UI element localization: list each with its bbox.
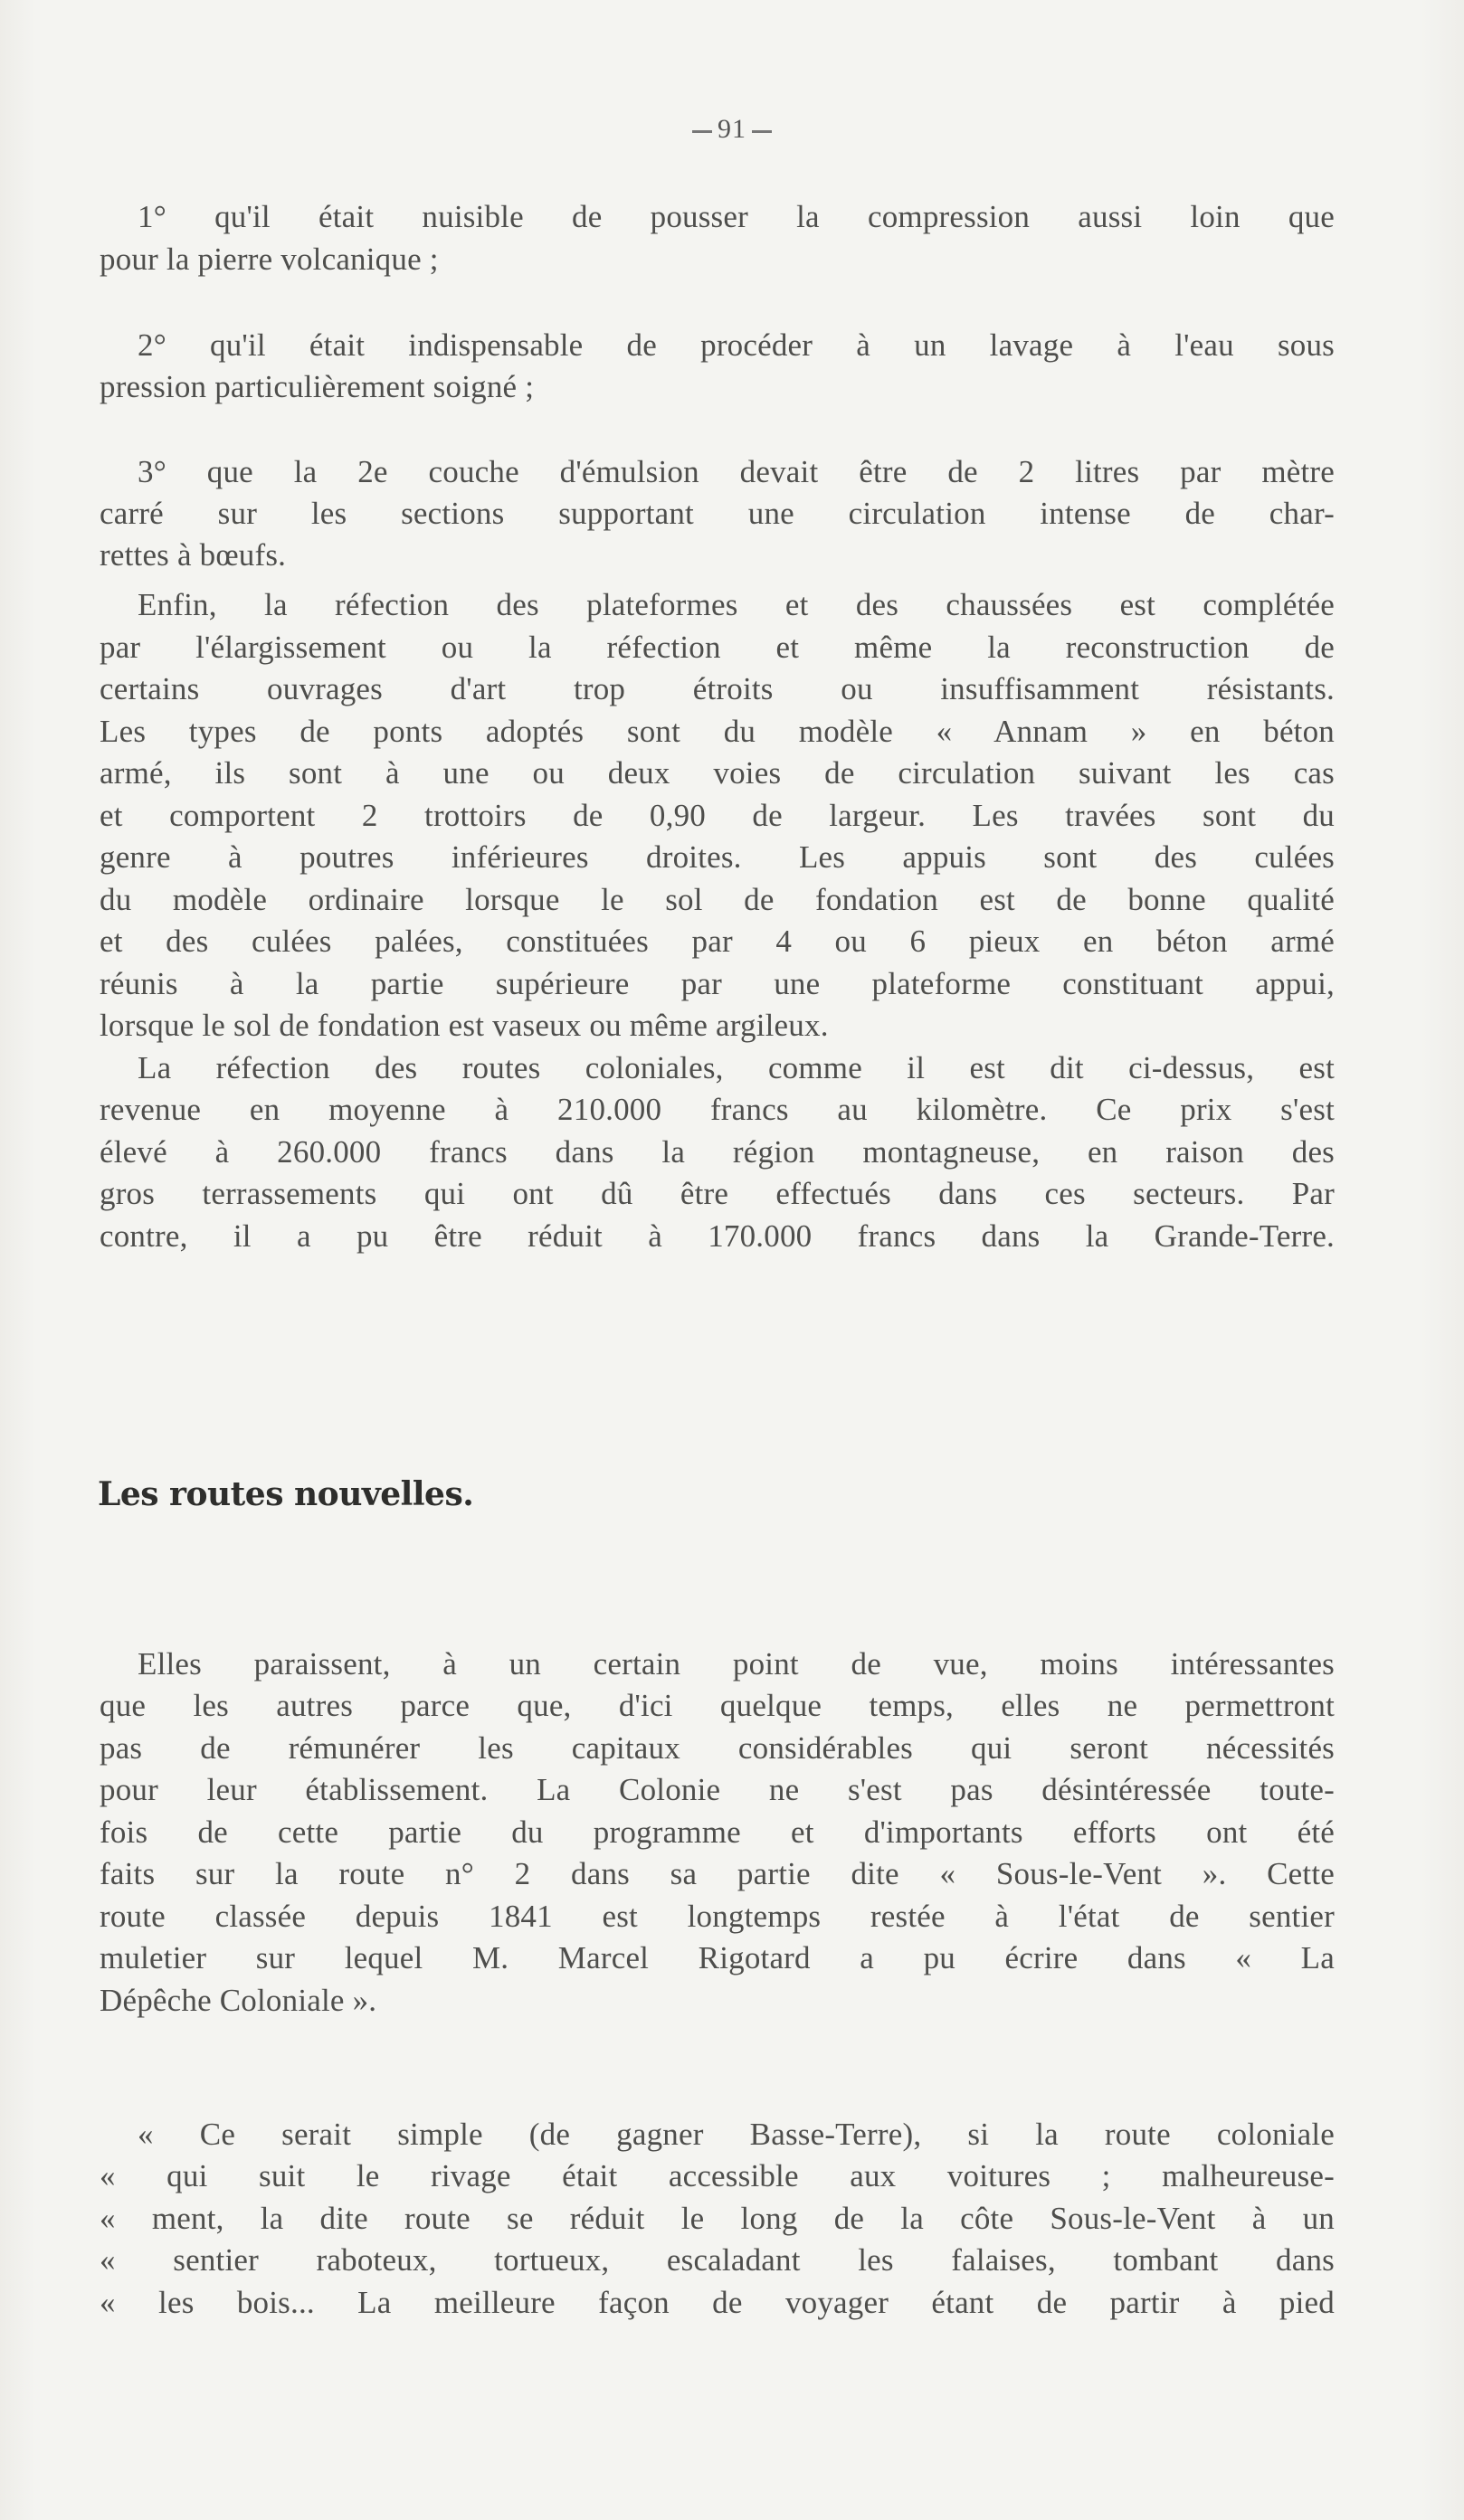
paragraph-line: armé, ils sont à une ou deux voies de circulation suivant les cas bbox=[100, 755, 1335, 791]
section-heading: Les routes nouvelles. bbox=[98, 1475, 474, 1513]
paragraph-line: lorsque le sol de fondation est vaseux ou même argileux. bbox=[100, 1008, 829, 1043]
paragraph-line: Enfin, la réfection des plateformes et des chaussées est complétée bbox=[138, 587, 1335, 622]
paragraph-line: par l'élargissement ou la réfection et même la reconstruction de bbox=[100, 630, 1335, 665]
paragraph-line: fois de cette partie du programme et d'importants efforts ont été bbox=[100, 1814, 1335, 1850]
paragraph-line: contre, il a pu être réduit à 170.000 francs dans la Grande-Terre. bbox=[100, 1218, 1335, 1254]
paragraph-line: revenue en moyenne à 210.000 francs au kilomètre. Ce prix s'est bbox=[100, 1092, 1335, 1127]
paragraph-line: 3° que la 2e couche d'émulsion devait être de 2 litres par mètre bbox=[138, 454, 1335, 489]
page-number-dash-right bbox=[752, 130, 772, 133]
paragraph-line: gros terrassements qui ont dû être effectués dans ces secteurs. Par bbox=[100, 1176, 1335, 1211]
page-number bbox=[0, 114, 1464, 145]
quotation-line: « Ce serait simple (de gagner Basse-Terre), si la route coloniale bbox=[138, 2117, 1335, 2152]
paragraph-line: 1° qu'il était nuisible de pousser la compression aussi loin que bbox=[138, 199, 1335, 234]
paragraph-line: 2° qu'il était indispensable de procéder à un lavage à l'eau sous bbox=[138, 327, 1335, 363]
paragraph-line: réunis à la partie supérieure par une plateforme constituant appui, bbox=[100, 966, 1335, 1001]
paragraph-line: La réfection des routes coloniales, comme il est dit ci-dessus, est bbox=[138, 1050, 1335, 1085]
paragraph-line: et comportent 2 trottoirs de 0,90 de largeur. Les travées sont du bbox=[100, 798, 1335, 833]
paragraph-line: genre à poutres inférieures droites. Les appuis sont des culées bbox=[100, 839, 1335, 875]
paragraph-line: Elles paraissent, à un certain point de vue, moins intéressantes bbox=[138, 1646, 1335, 1682]
paragraph-line: route classée depuis 1841 est longtemps restée à l'état de sentier bbox=[100, 1899, 1335, 1934]
quotation-line: « les bois... La meilleure façon de voyager étant de partir à pied bbox=[100, 2285, 1335, 2320]
quotation-line: « ment, la dite route se réduit le long de la côte Sous-le-Vent à un bbox=[100, 2201, 1335, 2236]
page-number-dash-left bbox=[692, 130, 712, 133]
quotation-line: « qui suit le rivage était accessible aux voitures ; malheureuse- bbox=[100, 2158, 1335, 2193]
paragraph-line: carré sur les sections supportant une circulation intense de char- bbox=[100, 496, 1335, 531]
paragraph-line: pas de rémunérer les capitaux considérables qui seront nécessités bbox=[100, 1730, 1335, 1766]
paragraph-line: Dépêche Coloniale ». bbox=[100, 1983, 377, 2018]
paragraph-line: du modèle ordinaire lorsque le sol de fondation est de bonne qualité bbox=[100, 882, 1335, 917]
paragraph-line: que les autres parce que, d'ici quelque temps, elles ne permettront bbox=[100, 1688, 1335, 1723]
paragraph-line: Les types de ponts adoptés sont du modèle « Annam » en béton bbox=[100, 714, 1335, 749]
quotation-line: « sentier raboteux, tortueux, escaladant les falaises, tombant dans bbox=[100, 2242, 1335, 2278]
paragraph-line: certains ouvrages d'art trop étroits ou insuffisamment résistants. bbox=[100, 671, 1335, 706]
paragraph-line: rettes à bœufs. bbox=[100, 537, 287, 573]
paragraph-line: pression particulièrement soigné ; bbox=[100, 369, 535, 404]
paragraph-line: muletier sur lequel M. Marcel Rigotard a pu écrire dans « La bbox=[100, 1940, 1335, 1975]
paragraph-line: faits sur la route n° 2 dans sa partie dite « Sous-le-Vent ». Cette bbox=[100, 1856, 1335, 1891]
paragraph-line: pour la pierre volcanique ; bbox=[100, 242, 439, 277]
paragraph-line: élevé à 260.000 francs dans la région montagneuse, en raison des bbox=[100, 1134, 1335, 1170]
paragraph-line: et des culées palées, constituées par 4 ou 6 pieux en béton armé bbox=[100, 924, 1335, 959]
page-number-text: 91 bbox=[718, 114, 746, 144]
paragraph-line: pour leur établissement. La Colonie ne s'est pas désintéressée toute- bbox=[100, 1772, 1335, 1807]
